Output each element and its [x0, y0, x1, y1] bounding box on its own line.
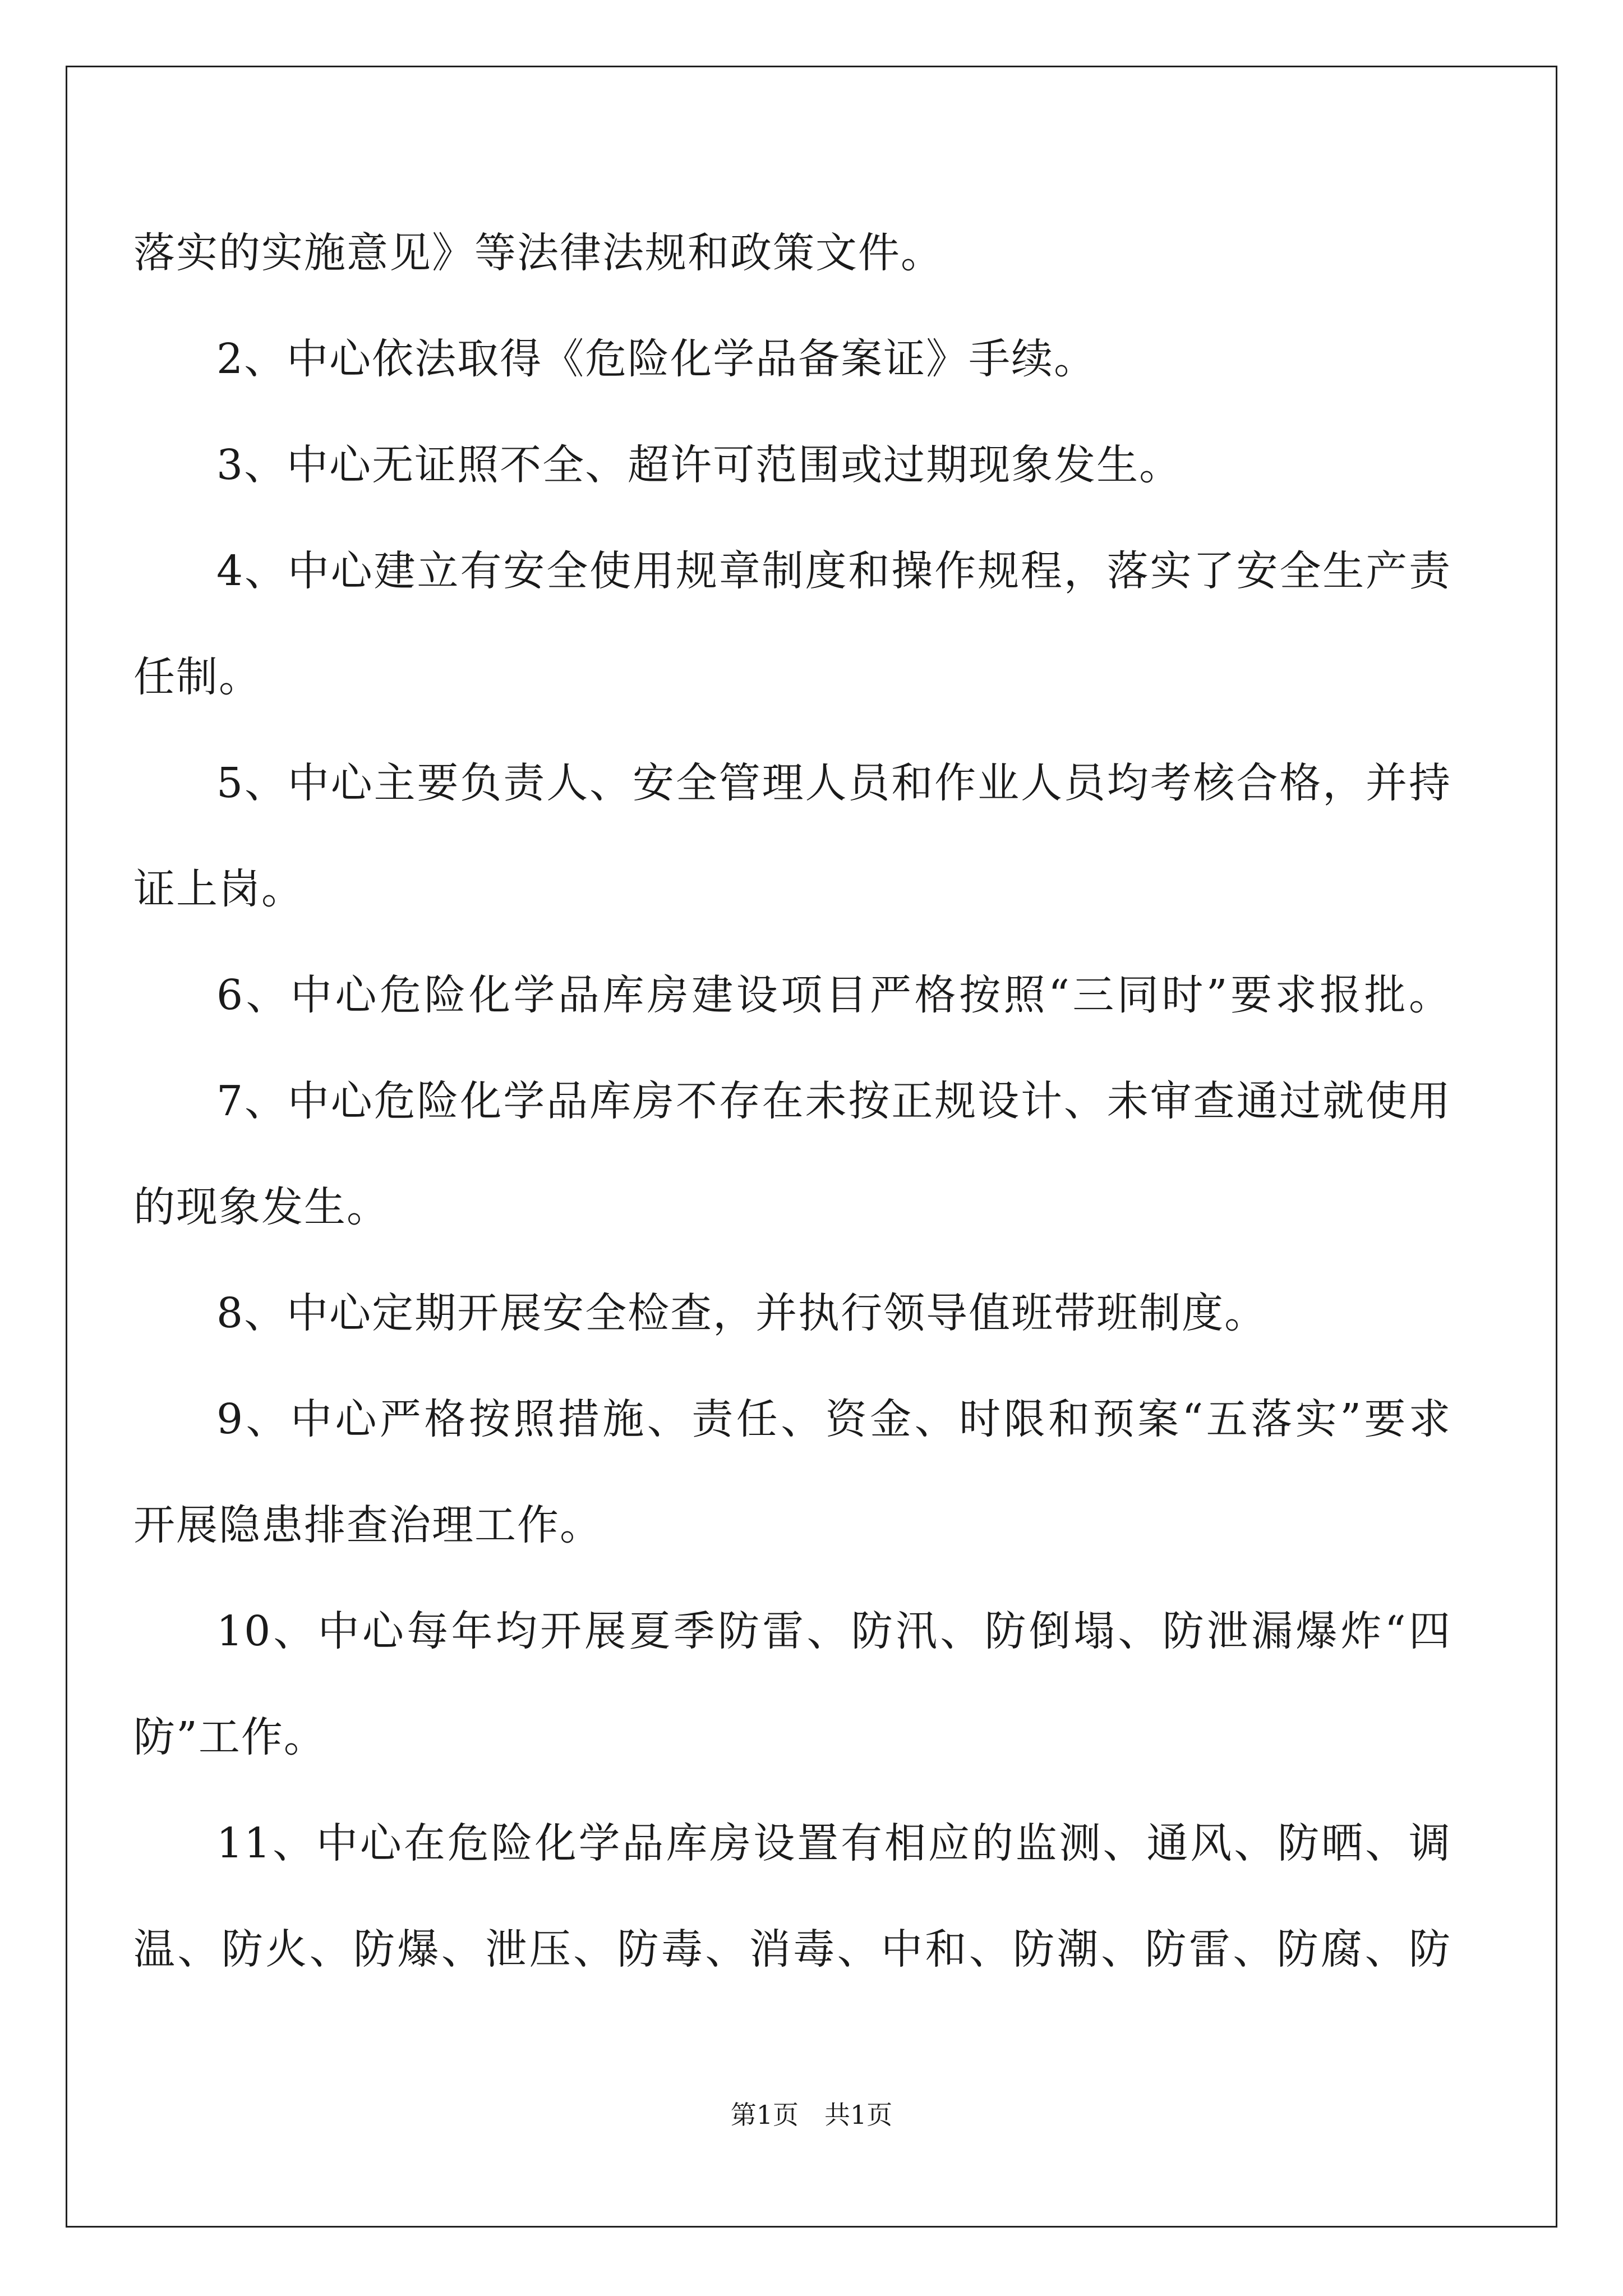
- text-line: 防”工作。: [133, 1713, 326, 1761]
- page-border: [66, 66, 1557, 2228]
- text-line: 证上岗。: [133, 865, 304, 913]
- text-line: 温、防火、防爆、泄压、防毒、消毒、中和、防潮、防雷、防腐、防: [133, 1925, 1451, 1973]
- text-line: 落实的实施意见》等法律法规和政策文件。: [133, 229, 943, 277]
- text-line: 开展隐患排查治理工作。: [133, 1501, 602, 1549]
- text-line: 4、中心建立有安全使用规章制度和操作规程，落实了安全生产责: [216, 547, 1451, 595]
- text-line: 8、中心定期开展安全检查，并执行领导值班带班制度。: [216, 1289, 1267, 1337]
- text-line: 2、中心依法取得《危险化学品备案证》手续。: [216, 335, 1097, 383]
- page-number-footer: 第1页 共1页: [730, 2100, 893, 2130]
- text-line: 10、中心每年均开展夏季防雷、防汛、防倒塌、防泄漏爆炸“四: [216, 1607, 1451, 1655]
- text-line: 5、中心主要负责人、安全管理人员和作业人员均考核合格，并持: [216, 759, 1451, 807]
- text-line: 3、中心无证照不全、超许可范围或过期现象发生。: [216, 441, 1182, 489]
- text-line: 11、中心在危险化学品库房设置有相应的监测、通风、防晒、调: [216, 1819, 1451, 1867]
- text-line: 的现象发生。: [133, 1183, 389, 1231]
- text-line: 9、中心严格按照措施、责任、资金、时限和预案“五落实”要求: [216, 1395, 1451, 1443]
- text-line: 7、中心危险化学品库房不存在未按正规设计、未审查通过就使用: [216, 1077, 1451, 1125]
- text-line: 任制。: [133, 653, 261, 701]
- text-line: 6、中心危险化学品库房建设项目严格按照“三同时”要求报批。: [216, 971, 1451, 1019]
